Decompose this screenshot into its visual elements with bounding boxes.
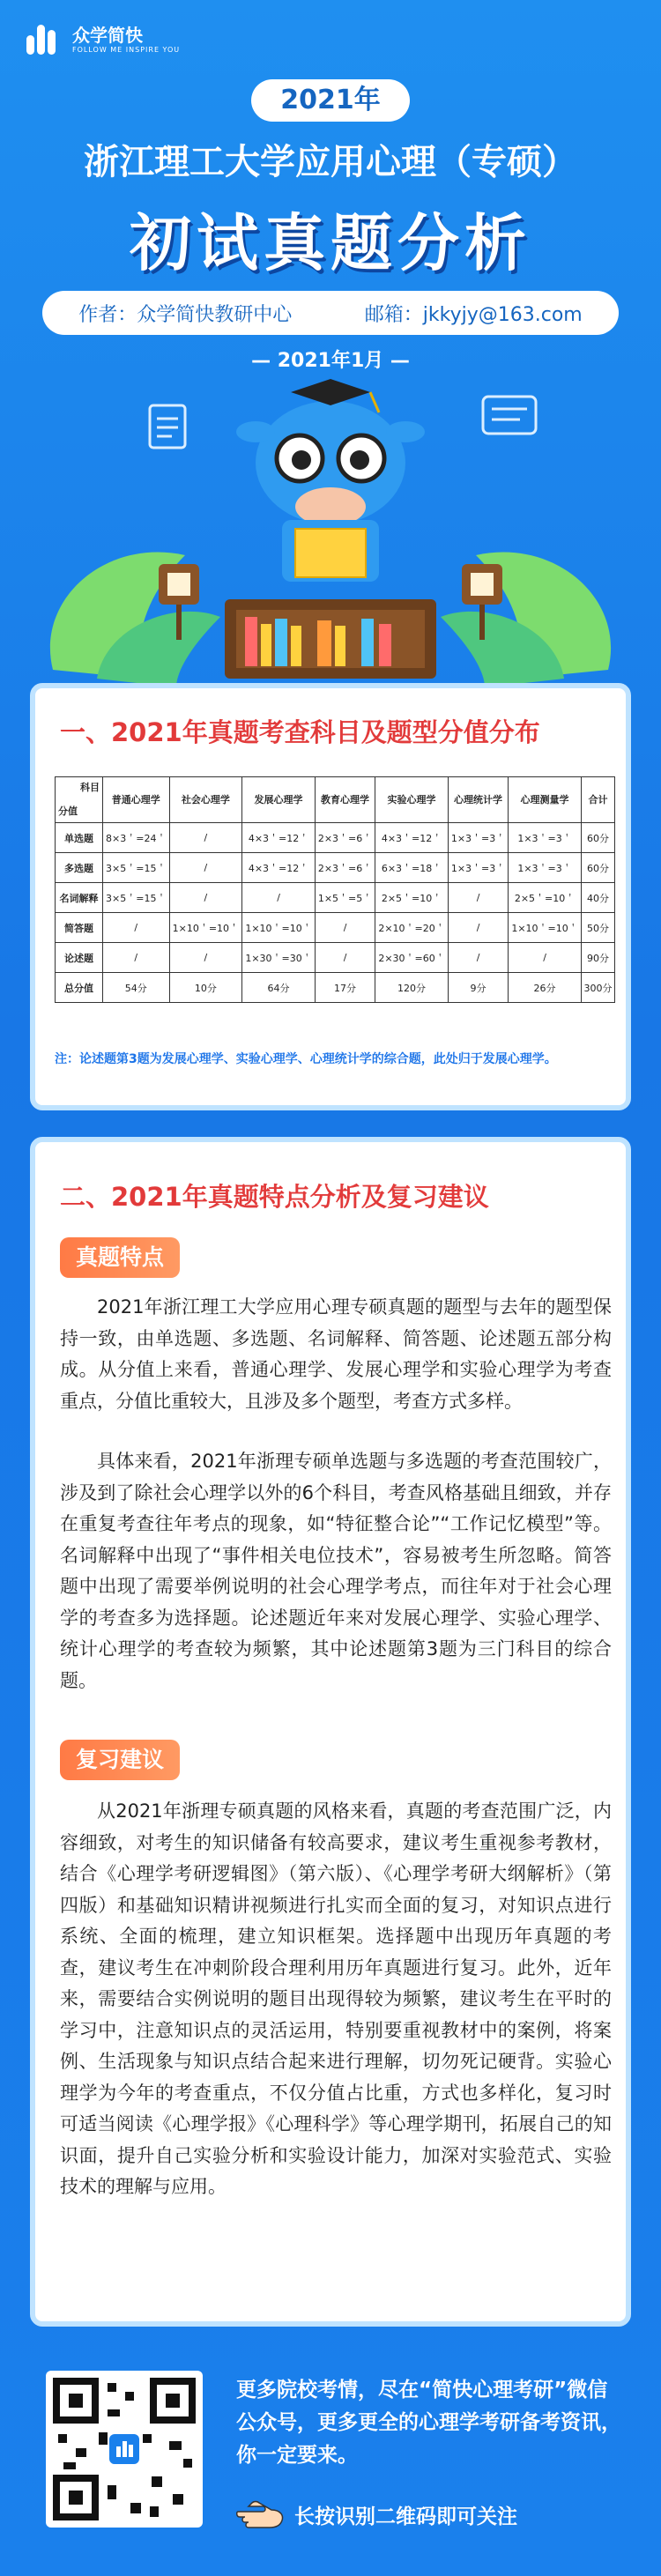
table-cell: / <box>448 913 508 943</box>
table-cell: 1×5＇=5＇ <box>315 883 375 913</box>
section2-title: 二、2021年真题特点分析及复习建议 <box>60 1182 489 1212</box>
table-cell: 1×10＇=10＇ <box>242 913 316 943</box>
table-cell: 1×30＇=30＇ <box>242 943 316 973</box>
table-row <box>56 913 615 943</box>
table-cell: / <box>103 913 170 943</box>
section-card-distribution <box>30 683 631 1110</box>
table-cell: / <box>242 883 316 913</box>
table-cell: 1×3＇=3＇ <box>509 853 582 883</box>
column-header: 发展心理学 <box>242 777 316 823</box>
table-cell: / <box>169 943 242 973</box>
table-cell: 2×5＇=10＇ <box>509 883 582 913</box>
page-subtitle: 初试真题分析 <box>130 207 531 279</box>
author-bar <box>42 291 619 335</box>
table-cell: / <box>169 823 242 853</box>
paragraph-advice: 从2021年浙理专硕真题的风格来看，真题的考查范围广泛，内容细致，对考生的知识储备有较高要求，建议考生重视参考教材，结合《心理学考研逻辑图》（第六版）、《心理学考研大纲解析》（第四版）和基础知识精讲视频进行扎实而全面的复习，对知识点进行系统、全面的梳理，建立知识框架。选择题中出现历年真题的考查，建议考生在冲刺阶段合理利用历年真题进行复习。此外，近年来，需要结合实例说明的题目出现得较为频繁，建议考生在平时的学习中，注意知识点的灵活运用，特别要重视教材中的案例，将案例、生活现象与知识点结合起来进行理解，切勿死记硬背。实验心理学为今年的考查重点，不仅分值占比重，方式也多样化，复习时可适当阅读《心理学报》《心理科学》等心理学期刊，拓展自己的知识面，提升自己实验分析和实验设计能力，加深对实验范式、实验技术的理解与应用。 <box>60 1800 612 2197</box>
row-header: 单选题 <box>56 823 103 853</box>
table-cell: / <box>315 943 375 973</box>
footer-cta-label: 长按识别二维码即可关注 <box>294 2505 517 2528</box>
table-cell: 1×3＇=3＇ <box>448 853 508 883</box>
date-line: — 2021年1月 — <box>251 350 410 372</box>
row-header: 论述题 <box>56 943 103 973</box>
score-distribution-table <box>55 776 615 1003</box>
table-cell: / <box>169 853 242 883</box>
column-header: 合计 <box>581 777 614 823</box>
table-cell: / <box>169 883 242 913</box>
table-cell: 60分 <box>581 853 614 883</box>
row-header: 简答题 <box>56 913 103 943</box>
table-cell: 1×3＇=3＇ <box>509 823 582 853</box>
column-header: 社会心理学 <box>169 777 242 823</box>
email-text: 邮箱：jkkyjy@163.com <box>364 303 583 326</box>
table-cell: / <box>509 943 582 973</box>
corner-top-label: 科目 <box>80 782 100 793</box>
paragraph-features-2: 具体来看，2021年浙理专硕单选题与多选题的考查范围较广，涉及到了除社会心理学以外的6个科目，考查风格基础且细致，并存在重复考查往年考点的现象，如“特征整合论”“工作记忆模型”等。名词解释中出现了“事件相关电位技术”，容易被考生所忽略。简答题中出现了需要举例说明的社会心理学考点，而往年对于社会心理学的考查多为选择题。论述题近年来对发展心理学、实验心理学、统计心理学的考查较为频繁，其中论述题第3题为三门科目的综合题。 <box>60 1451 612 1691</box>
section1-title: 一、2021年真题考查科目及题型分值分布 <box>60 717 540 747</box>
table-row <box>56 883 615 913</box>
table-cell: 1×10＇=10＇ <box>509 913 582 943</box>
table-cell: 26分 <box>509 973 582 1003</box>
table-cell: 54分 <box>103 973 170 1003</box>
table-cell: 50分 <box>581 913 614 943</box>
column-header: 普通心理学 <box>103 777 170 823</box>
table-cell: 4×3＇=12＇ <box>375 823 449 853</box>
column-header: 教育心理学 <box>315 777 375 823</box>
table-cell: 2×5＇=10＇ <box>375 883 449 913</box>
column-header: 实验心理学 <box>375 777 449 823</box>
qr-code-icon[interactable] <box>46 2371 203 2528</box>
table-cell: 1×10＇=10＇ <box>169 913 242 943</box>
tag-advice: 复习建议 <box>60 1740 180 1780</box>
table-row <box>56 973 615 1003</box>
page-title: 浙江理工大学应用心理（专硕） <box>84 142 577 182</box>
table-cell: 1×3＇=3＇ <box>448 823 508 853</box>
footer-promo-text: 更多院校考情，尽在“简快心理考研”微信公众号，更多更全的心理学考研备考资讯，你一定要来。 <box>236 2379 621 2467</box>
table-cell: 4×3＇=12＇ <box>242 853 316 883</box>
table-cell: 60分 <box>581 823 614 853</box>
table-cell: 4×3＇=12＇ <box>242 823 316 853</box>
mascot-illustration <box>0 379 661 701</box>
author-text: 作者：众学简快教研中心 <box>78 303 293 326</box>
table-row <box>56 943 615 973</box>
column-header: 心理统计学 <box>448 777 508 823</box>
brand-name: 众学简快 <box>72 24 143 46</box>
corner-bottom-label: 分值 <box>58 805 78 817</box>
column-header: 心理测量学 <box>509 777 582 823</box>
year-badge: 2021年 <box>251 79 410 122</box>
table-row <box>56 853 615 883</box>
table-note: 注：论述题第3题为发展心理学、实验心理学、心理统计学的综合题，此处归于发展心理学。 <box>55 1052 557 1066</box>
brand-logo <box>25 19 180 58</box>
table-cell: 300分 <box>581 973 614 1003</box>
footer-cta <box>236 2499 517 2529</box>
table-cell: 3×5＇=15＇ <box>103 883 170 913</box>
table-cell: 6×3＇=18＇ <box>375 853 449 883</box>
table-cell: 2×10＇=20＇ <box>375 913 449 943</box>
pointing-hand-icon <box>236 2499 286 2529</box>
chat-icon <box>483 397 536 434</box>
table-cell: 90分 <box>581 943 614 973</box>
table-cell: 2×30＇=60＇ <box>375 943 449 973</box>
table-cell: / <box>448 883 508 913</box>
table-cell: 64分 <box>242 973 316 1003</box>
table-cell: 8×3＇=24＇ <box>103 823 170 853</box>
table-cell: 2×3＇=6＇ <box>315 823 375 853</box>
table-cell: 40分 <box>581 883 614 913</box>
logo-mark-icon <box>25 19 63 58</box>
table-cell: / <box>315 913 375 943</box>
tag-features: 真题特点 <box>60 1237 180 1278</box>
table-cell: 10分 <box>169 973 242 1003</box>
table-cell: 9分 <box>448 973 508 1003</box>
section-card-analysis <box>30 1137 631 2327</box>
table-cell: 120分 <box>375 973 449 1003</box>
row-header: 名词解释 <box>56 883 103 913</box>
document-icon <box>150 405 185 448</box>
table-cell: 2×3＇=6＇ <box>315 853 375 883</box>
paragraph-features-1: 2021年浙江理工大学应用心理专硕真题的题型与去年的题型保持一致，由单选题、多选题、名词解释、简答题、论述题五部分构成。从分值上来看，普通心理学、发展心理学和实验心理学为考查重点，分值比重较大，且涉及多个题型，考查方式多样。 <box>60 1296 612 1412</box>
table-corner-cell <box>56 777 103 823</box>
table-cell: 3×5＇=15＇ <box>103 853 170 883</box>
row-header: 多选题 <box>56 853 103 883</box>
table-row <box>56 823 615 853</box>
table-header-row <box>56 777 615 823</box>
brand-tagline: FOLLOW ME INSPIRE YOU <box>72 45 181 54</box>
table-cell: 17分 <box>315 973 375 1003</box>
row-header: 总分值 <box>56 973 103 1003</box>
table-cell: / <box>448 943 508 973</box>
table-cell: / <box>103 943 170 973</box>
